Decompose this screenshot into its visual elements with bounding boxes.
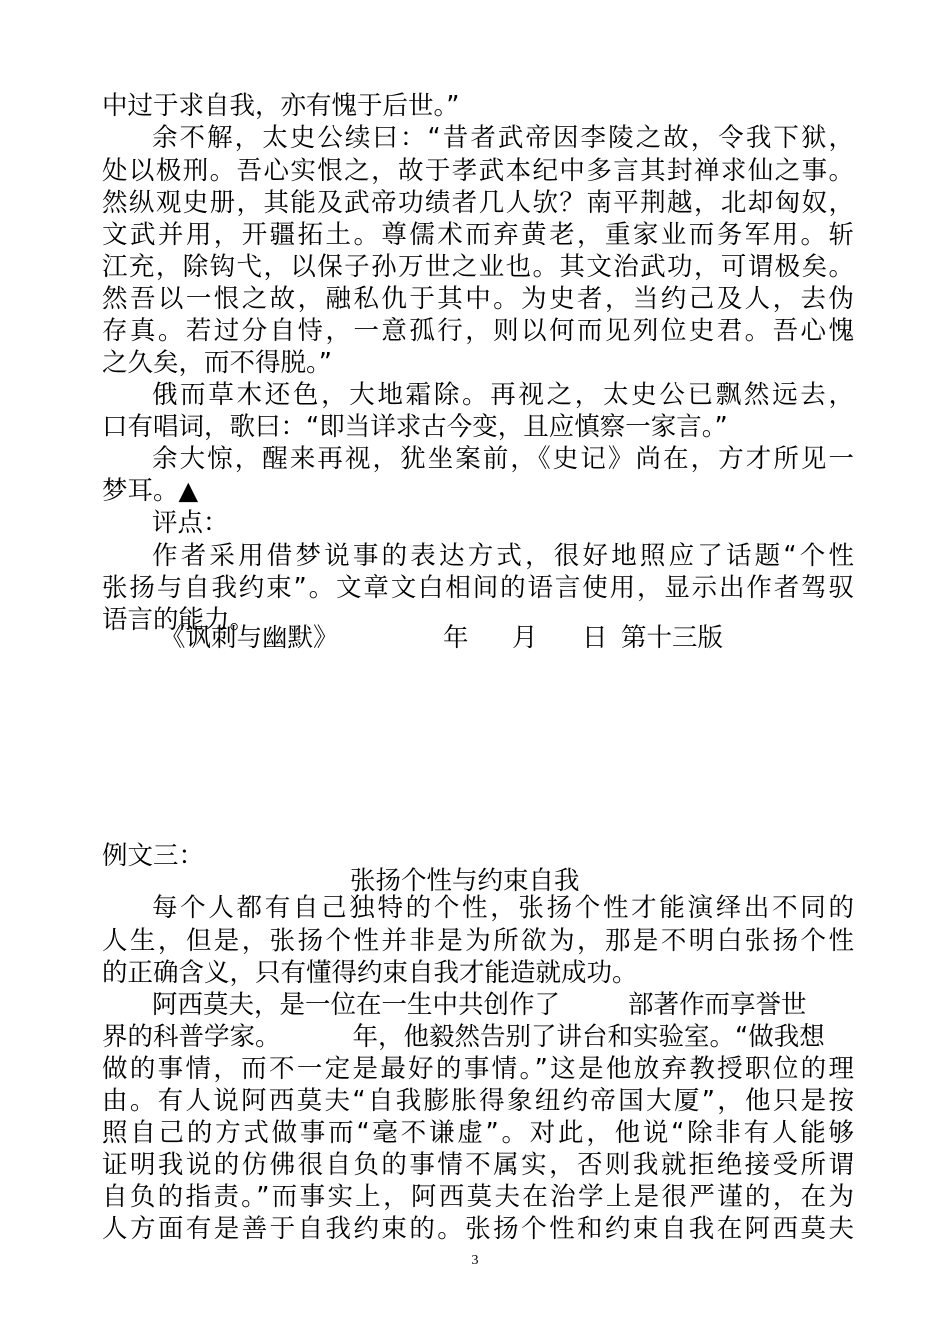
essay-line: 做的事情，而不一定是最好的事情。”这是他放弃教授职位的理 — [102, 1054, 854, 1084]
comment-line: 语言的能力。 — [102, 605, 256, 635]
essay-line: 人生，但是，张扬个性并非是为所欲为，那是不明白张扬个性 — [102, 926, 854, 956]
comment-line: 作者采用借梦说事的表达方式，很好地照应了话题“个性 — [152, 541, 854, 571]
essay-line: 证明我说的仿佛很自负的事情不属实，否则我就拒绝接受所谓 — [102, 1150, 854, 1180]
comment-label: 评点： — [152, 508, 229, 538]
essay-line: 人方面有是善于自我约束的。张扬个性和约束自我在阿西莫夫 — [102, 1214, 854, 1244]
body-line: 之久矣，而不得脱。” — [102, 348, 332, 378]
example-label: 例文三： — [102, 841, 205, 871]
essay-line: 照自己的方式做事而“毫不谦虚”。对此，他说“除非有人能够 — [102, 1118, 854, 1148]
body-line: 余大惊，醒来再视，犹坐案前，《史记》尚在，方才所见一 — [152, 444, 854, 474]
body-line: 江充，除钩弋，以保子孙万世之业也。其文治武功，可谓极矣。 — [102, 252, 854, 282]
essay-fragment: 年，他毅然告别了讲台和实验室。“做我想 — [352, 1022, 825, 1052]
essay-line-with-gap — [102, 1021, 854, 1053]
body-line: 俄而草木还色，大地霜除。再视之，太史公已飘然远去， — [152, 380, 854, 410]
body-line: 存真。若过分自恃，一意孤行，则以何而见列位史君。吾心愧 — [102, 316, 854, 346]
source-day: 日 — [582, 623, 608, 653]
body-line: 口有唱词，歌曰：“即当详求古今变，且应慎察一家言。” — [102, 412, 728, 442]
essay-fragment: 阿西莫夫，是一位在一生中共创作了 — [152, 990, 561, 1020]
source-edition: 第十三版 — [621, 623, 724, 653]
essay-line-with-gap — [152, 989, 854, 1021]
comment-line: 张扬与自我约束”。文章文白相间的语言使用，显示出作者驾驭 — [102, 573, 854, 603]
essay-fragment: 部著作而享誉世 — [628, 990, 807, 1020]
source-publication: 《讽刺与幽默》 — [160, 623, 339, 653]
body-line: 余不解，太史公续曰：“昔者武帝因李陵之故，令我下狱， — [152, 123, 854, 153]
essay-line: 的正确含义，只有懂得约束自我才能造就成功。 — [102, 958, 638, 988]
body-line: 处以极刑。吾心实恨之，故于孝武本纪中多言其封禅求仙之事。 — [102, 156, 854, 186]
essay-line: 每个人都有自己独特的个性，张扬个性才能演绎出不同的 — [152, 893, 854, 923]
source-month: 月 — [512, 623, 538, 653]
body-line: 然纵观史册，其能及武帝功绩者几人欤？南平荆越，北却匈奴， — [102, 188, 854, 218]
essay-line: 自负的指责。”而事实上，阿西莫夫在治学上是很严谨的，在为 — [102, 1182, 854, 1212]
essay-title: 张扬个性与约束自我 — [350, 866, 580, 896]
source-year: 年 — [443, 623, 469, 653]
body-line: 梦耳。▲ — [102, 476, 199, 506]
essay-line: 由。有人说阿西莫夫“自我膨胀得象纽约帝国大厦”，他只是按 — [102, 1086, 854, 1116]
body-line: 然吾以一恨之故，融私仇于其中。为史者，当约己及人，去伪 — [102, 284, 854, 314]
body-line: 文武并用，开疆拓土。尊儒术而弃黄老，重家业而务军用。斩 — [102, 220, 854, 250]
page-number: 3 — [471, 1253, 479, 1268]
body-line: 中过于求自我，亦有愧于后世。” — [102, 91, 460, 121]
essay-fragment: 界的科普学家。 — [102, 1022, 281, 1052]
